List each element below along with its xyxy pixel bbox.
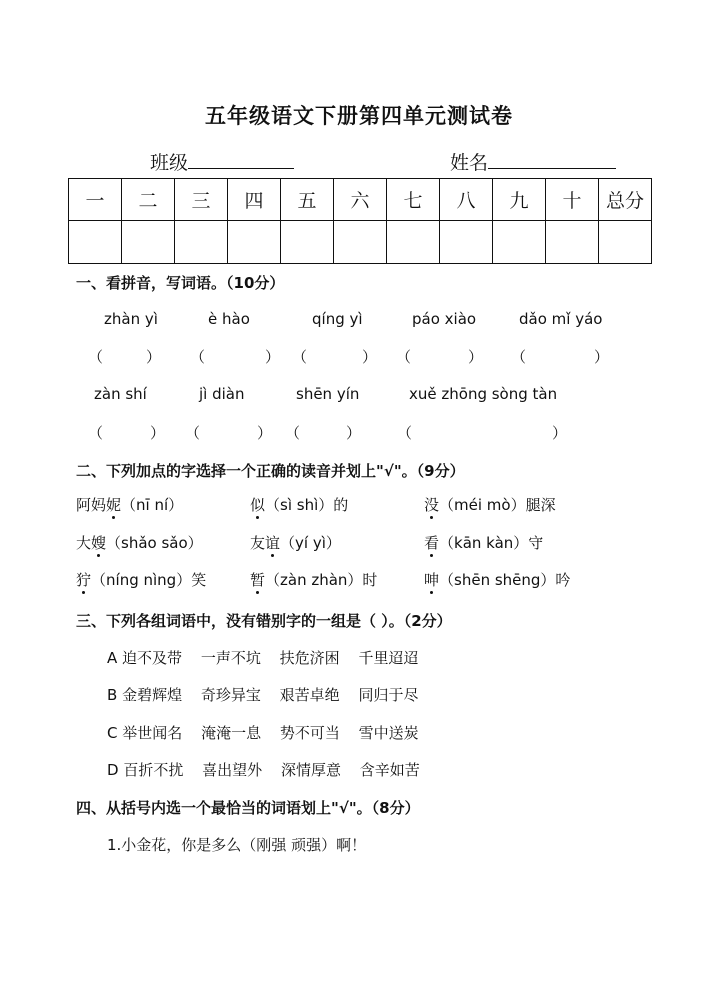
score-entry-cell[interactable] bbox=[175, 221, 228, 264]
item-text: 大 bbox=[76, 534, 92, 552]
option-b[interactable] bbox=[107, 684, 418, 705]
pinyin-8: shēn yín bbox=[296, 385, 360, 403]
pinyin-4: páo xiào bbox=[412, 310, 477, 328]
q4-item-1[interactable]: 1.小金花，你是多么（刚强 顽强）啊！ bbox=[107, 836, 367, 854]
reading-item bbox=[76, 532, 203, 553]
dotted-char: 狞 bbox=[76, 571, 92, 589]
item-options[interactable]: （méi mò）腿深 bbox=[439, 496, 556, 514]
score-entry-cell[interactable] bbox=[440, 221, 493, 264]
dotted-char: 谊 bbox=[265, 534, 281, 552]
answer-paren-open: （ bbox=[292, 348, 308, 366]
option-word: 含辛如苦 bbox=[359, 761, 420, 779]
score-entry-cell[interactable] bbox=[69, 221, 122, 264]
class-field bbox=[150, 146, 294, 175]
score-entry-cell[interactable] bbox=[546, 221, 599, 264]
score-entry-cell[interactable] bbox=[493, 221, 546, 264]
option-a[interactable] bbox=[107, 647, 418, 668]
option-word: 艰苦卓绝 bbox=[279, 686, 340, 704]
pinyin-6: zàn shí bbox=[94, 385, 147, 403]
reading-item bbox=[424, 569, 570, 590]
option-word: 扶危济困 bbox=[279, 649, 340, 667]
pinyin-3: qíng yì bbox=[312, 310, 363, 328]
answer-paren-open: （ bbox=[190, 348, 206, 366]
pinyin-9: xuě zhōng sòng tàn bbox=[409, 385, 558, 403]
option-c[interactable] bbox=[107, 722, 419, 743]
answer-paren-open: （ bbox=[88, 424, 104, 442]
option-word: 奇珍异宝 bbox=[200, 686, 261, 704]
dotted-char: 似 bbox=[250, 496, 266, 514]
score-entry-cell[interactable] bbox=[122, 221, 175, 264]
dotted-char: 嫂 bbox=[91, 534, 107, 552]
option-d[interactable] bbox=[107, 759, 420, 780]
score-header-cell: 总分 bbox=[599, 179, 652, 221]
option-word: 深情厚意 bbox=[280, 761, 341, 779]
answer-paren-close: ） bbox=[146, 348, 162, 366]
score-header-cell: 六 bbox=[334, 179, 387, 221]
dotted-char: 没 bbox=[424, 496, 440, 514]
score-entry-cell[interactable] bbox=[281, 221, 334, 264]
pinyin-2: è hào bbox=[208, 310, 250, 328]
score-header-cell: 九 bbox=[493, 179, 546, 221]
option-letter: A bbox=[107, 649, 118, 667]
score-entry-cell[interactable] bbox=[334, 221, 387, 264]
class-blank[interactable] bbox=[188, 146, 294, 169]
answer-paren-close: ） bbox=[362, 348, 378, 366]
option-letter: B bbox=[107, 686, 118, 704]
item-options[interactable]: （kān kàn）守 bbox=[439, 534, 544, 552]
page-title: 五年级语文下册第四单元测试卷 bbox=[205, 103, 513, 128]
class-label: 班级 bbox=[150, 152, 189, 174]
dotted-char: 看 bbox=[424, 534, 440, 552]
answer-paren-open: （ bbox=[397, 424, 413, 442]
answer-paren-open: （ bbox=[185, 424, 201, 442]
answer-paren-close: ） bbox=[346, 424, 362, 442]
reading-item bbox=[76, 569, 206, 590]
reading-item bbox=[250, 494, 348, 515]
option-word: 举世闻名 bbox=[122, 724, 183, 742]
item-options[interactable]: （shēn shēng）吟 bbox=[439, 571, 571, 589]
answer-paren-close: ） bbox=[257, 424, 273, 442]
option-word: 势不可当 bbox=[279, 724, 340, 742]
answer-paren-close: ） bbox=[552, 424, 568, 442]
pinyin-7: jì diàn bbox=[199, 385, 245, 403]
score-header-cell: 二 bbox=[122, 179, 175, 221]
q4-heading: 四、从括号内选一个最恰当的词语划上"√"。（8分） bbox=[76, 799, 420, 817]
name-label: 姓名 bbox=[450, 152, 489, 174]
pinyin-5: dǎo mǐ yáo bbox=[519, 310, 603, 328]
reading-item bbox=[76, 494, 183, 515]
reading-item bbox=[250, 569, 377, 590]
score-header-cell: 八 bbox=[440, 179, 493, 221]
score-entry-cell[interactable] bbox=[228, 221, 281, 264]
item-options[interactable]: （shǎo sǎo） bbox=[106, 534, 203, 552]
score-entry-row bbox=[69, 221, 652, 264]
item-options[interactable]: （níng nìng）笑 bbox=[91, 571, 207, 589]
option-word: 同归于尽 bbox=[358, 686, 419, 704]
score-header-cell: 三 bbox=[175, 179, 228, 221]
option-word: 金碧辉煌 bbox=[122, 686, 183, 704]
option-letter: D bbox=[107, 761, 119, 779]
answer-paren-close: ） bbox=[150, 424, 166, 442]
score-entry-cell[interactable] bbox=[387, 221, 440, 264]
score-header-cell: 十 bbox=[546, 179, 599, 221]
score-header-cell: 七 bbox=[387, 179, 440, 221]
option-word: 一声不坑 bbox=[200, 649, 261, 667]
option-word: 喜出望外 bbox=[202, 761, 263, 779]
answer-paren-close: ） bbox=[594, 348, 610, 366]
q2-heading: 二、下列加点的字选择一个正确的读音并划上"√"。（9分） bbox=[76, 462, 465, 480]
score-header-cell: 四 bbox=[228, 179, 281, 221]
answer-paren-close: ） bbox=[265, 348, 281, 366]
reading-item bbox=[250, 532, 341, 553]
item-options[interactable]: （yí yì） bbox=[280, 534, 341, 552]
option-word: 雪中送炭 bbox=[358, 724, 419, 742]
score-header-row bbox=[69, 179, 652, 221]
item-text: 阿妈 bbox=[76, 496, 107, 514]
item-options[interactable]: （zàn zhàn）时 bbox=[265, 571, 378, 589]
answer-paren-close: ） bbox=[468, 348, 484, 366]
answer-paren-open: （ bbox=[88, 348, 104, 366]
answer-paren-open: （ bbox=[396, 348, 412, 366]
option-word: 百折不扰 bbox=[123, 761, 184, 779]
reading-item bbox=[424, 532, 543, 553]
dotted-char: 呻 bbox=[424, 571, 440, 589]
option-word: 千里迢迢 bbox=[358, 649, 419, 667]
score-entry-cell[interactable] bbox=[599, 221, 652, 264]
item-text: 友 bbox=[250, 534, 266, 552]
item-options[interactable]: （sì shì）的 bbox=[265, 496, 349, 514]
dotted-char: 妮 bbox=[106, 496, 122, 514]
dotted-char: 暂 bbox=[250, 571, 266, 589]
name-field bbox=[450, 146, 616, 175]
q1-heading: 一、看拼音，写词语。（10分） bbox=[76, 274, 285, 292]
answer-paren-open: （ bbox=[511, 348, 527, 366]
q3-heading: 三、下列各组词语中，没有错别字的一组是（ ）。（2分） bbox=[76, 612, 452, 630]
name-blank[interactable] bbox=[488, 146, 616, 169]
reading-item bbox=[424, 494, 556, 515]
item-options[interactable]: （nī ní） bbox=[121, 496, 184, 514]
option-word: 迫不及带 bbox=[122, 649, 183, 667]
score-header-cell: 一 bbox=[69, 179, 122, 221]
option-word: 淹淹一息 bbox=[201, 724, 262, 742]
score-header-cell: 五 bbox=[281, 179, 334, 221]
score-table bbox=[68, 178, 652, 264]
option-letter: C bbox=[107, 724, 118, 742]
pinyin-1: zhàn yì bbox=[104, 310, 158, 328]
answer-paren-open: （ bbox=[285, 424, 301, 442]
